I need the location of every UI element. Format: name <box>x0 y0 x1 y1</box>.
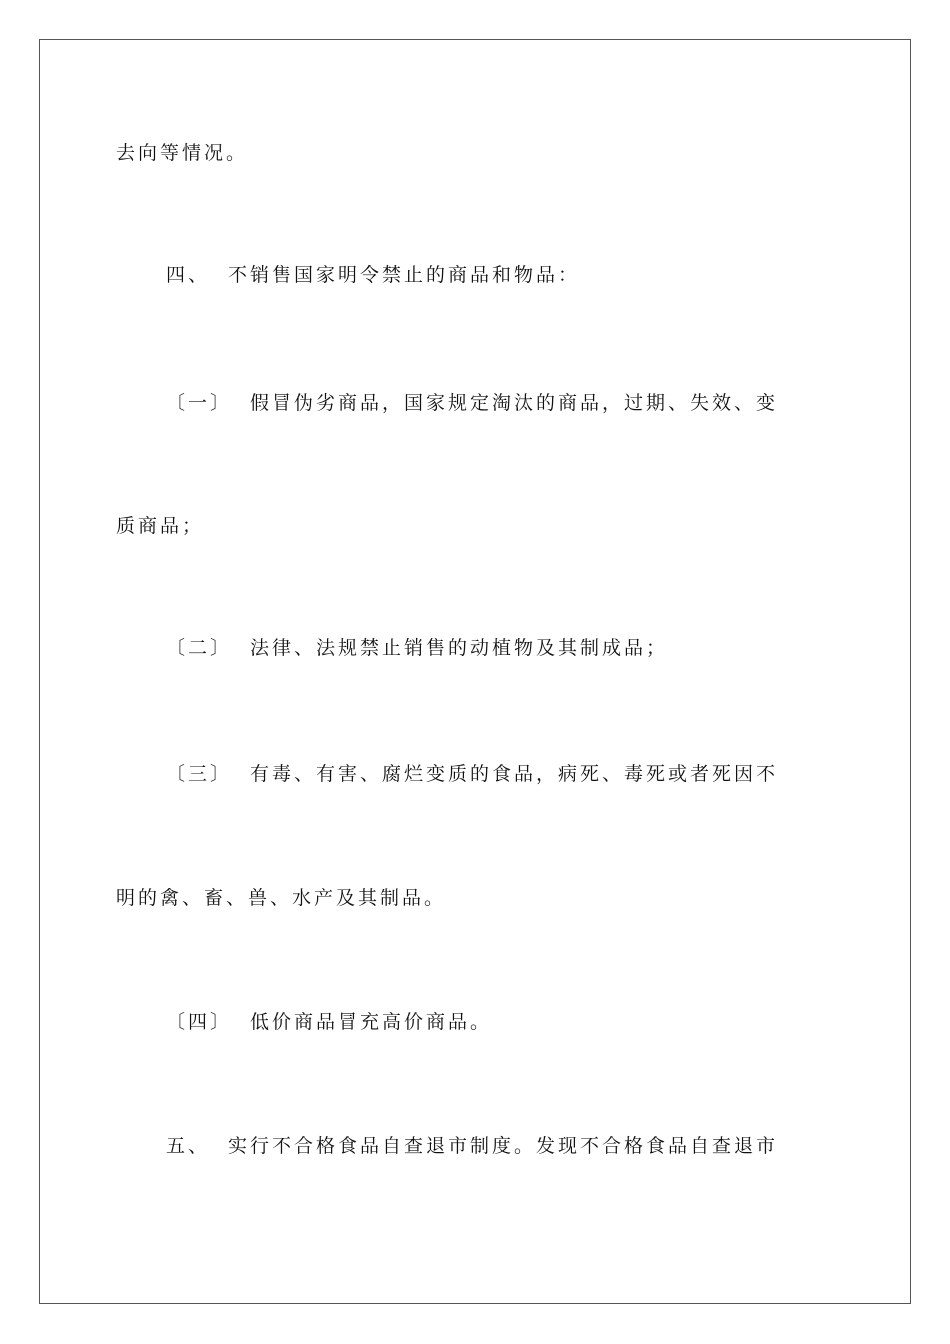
list-item-number: 〔四〕 <box>166 1011 233 1033</box>
section-title: 不销售国家明令禁止的商品和物品： <box>228 264 581 286</box>
list-item-2 <box>166 636 668 660</box>
list-item-text: 假冒伪劣商品，国家规定淘汰的商品，过期、失效、变 <box>250 392 779 414</box>
line-text: 去向等情况。 <box>116 142 249 164</box>
page-frame <box>39 39 911 1304</box>
list-item-number: 〔一〕 <box>166 392 233 414</box>
list-item-1 <box>166 391 778 415</box>
list-item-4 <box>166 1010 492 1034</box>
list-item-text: 低价商品冒充高价商品。 <box>250 1011 493 1033</box>
section-title: 实行不合格食品自查退市制度。发现不合格食品自查退市 <box>228 1135 779 1157</box>
section-number: 四、 <box>166 264 211 286</box>
line-text: 质商品； <box>116 515 205 537</box>
section-heading-5 <box>166 1134 778 1158</box>
paragraph-line <box>116 514 204 538</box>
paragraph-line <box>116 886 446 910</box>
line-text: 明的禽、畜、兽、水产及其制品。 <box>116 887 447 909</box>
list-item-text: 法律、法规禁止销售的动植物及其制成品； <box>250 637 669 659</box>
list-item-text: 有毒、有害、腐烂变质的食品，病死、毒死或者死因不 <box>250 763 779 785</box>
section-heading-4 <box>166 263 580 287</box>
list-item-number: 〔二〕 <box>166 637 233 659</box>
list-item-number: 〔三〕 <box>166 763 233 785</box>
section-number: 五、 <box>166 1135 211 1157</box>
list-item-3 <box>166 762 778 786</box>
paragraph-line <box>116 141 248 165</box>
